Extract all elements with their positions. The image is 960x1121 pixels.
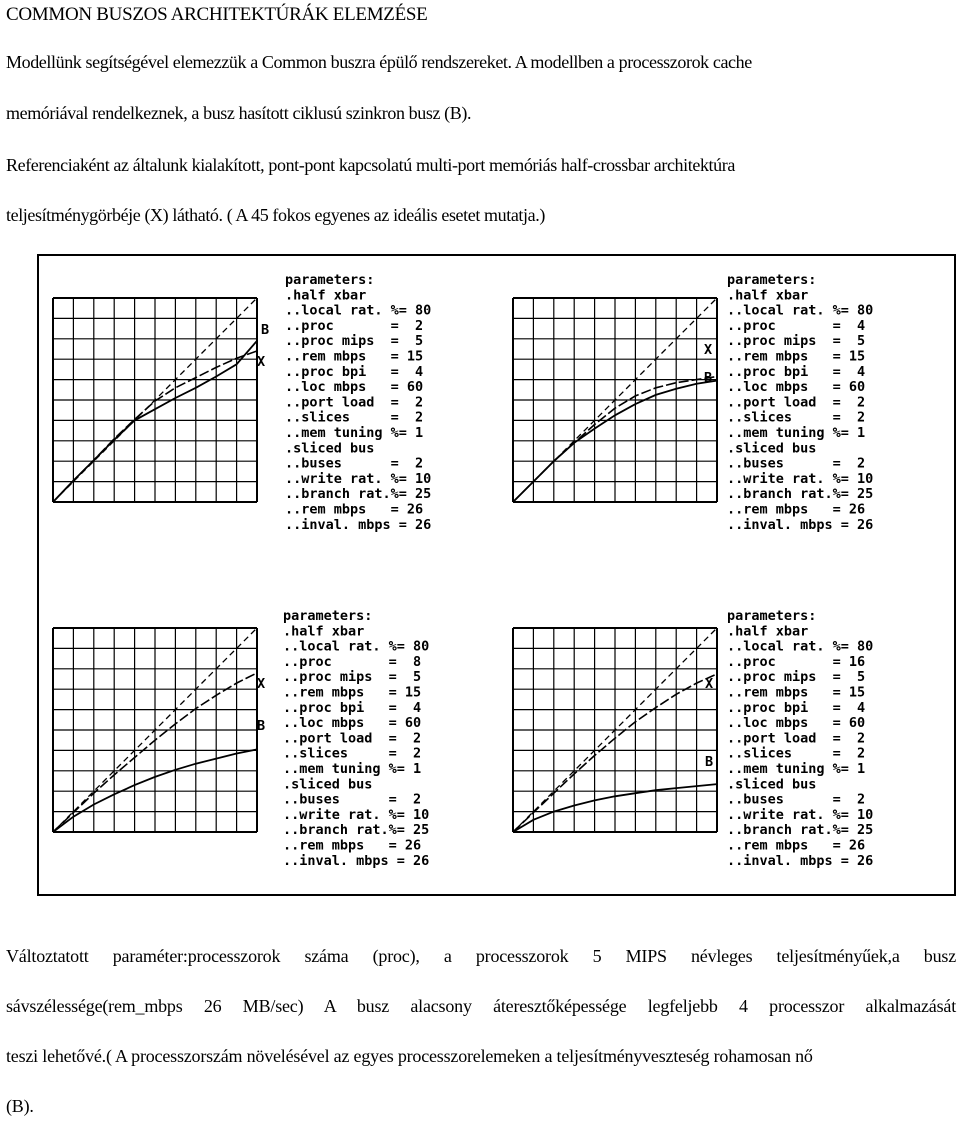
curve-label: B bbox=[257, 718, 266, 734]
param-line: .half xbar bbox=[727, 287, 809, 304]
param-line: ..rem mbps = 15 bbox=[727, 684, 866, 701]
param-line: ..rem mbps = 26 bbox=[283, 837, 422, 854]
param-line: ..loc mbps = 60 bbox=[727, 715, 866, 732]
param-line: ..inval. mbps = 26 bbox=[285, 516, 432, 533]
intro-line-1: Modellünk segítségével elemezzük a Common buszra épülő rendszereket. A modellben a processzorok cache bbox=[6, 52, 752, 72]
param-line: ..loc mbps = 60 bbox=[283, 715, 422, 732]
param-line: ..rem mbps = 26 bbox=[727, 837, 866, 854]
param-line: ..proc = 2 bbox=[285, 317, 424, 334]
param-line: ..loc mbps = 60 bbox=[285, 379, 424, 396]
param-line: ..branch rat.%= 25 bbox=[727, 486, 874, 503]
param-line: ..local rat. %= 80 bbox=[283, 638, 430, 655]
intro-line-4: teljesítménygörbéje (X) látható. ( A 45 fokos egyenes az ideális esetet mutatja.) bbox=[6, 205, 545, 225]
page-heading: COMMON BUSZOS ARCHITEKTÚRÁK ELEMZÉSE bbox=[6, 4, 428, 25]
curve-label: X bbox=[257, 676, 266, 692]
param-line: .half xbar bbox=[285, 287, 367, 304]
param-line: ..proc mips = 5 bbox=[727, 669, 866, 686]
param-line: ..mem tuning %= 1 bbox=[285, 425, 424, 441]
caption-line-4: (B). bbox=[6, 1096, 34, 1116]
param-line: ..proc = 16 bbox=[727, 653, 866, 670]
param-line: ..branch rat.%= 25 bbox=[727, 822, 874, 839]
param-line: .sliced bus bbox=[727, 440, 817, 457]
param-line: ..proc bpi = 4 bbox=[727, 699, 866, 716]
params-title: parameters: bbox=[283, 608, 373, 624]
param-line: ..write rat. %= 10 bbox=[727, 806, 874, 823]
curve-label: B bbox=[704, 370, 713, 386]
param-line: ..mem tuning %= 1 bbox=[283, 761, 422, 777]
param-line: ..inval. mbps = 26 bbox=[283, 852, 430, 869]
param-line: .sliced bus bbox=[727, 776, 817, 793]
params-title: parameters: bbox=[285, 272, 375, 288]
param-line: ..branch rat.%= 25 bbox=[283, 822, 430, 839]
param-line: ..slices = 2 bbox=[285, 409, 424, 426]
param-line: ..branch rat.%= 25 bbox=[285, 486, 432, 503]
curve-label: B bbox=[261, 322, 270, 338]
param-line: .half xbar bbox=[727, 623, 809, 640]
param-line: ..local rat. %= 80 bbox=[727, 302, 874, 319]
params-title: parameters: bbox=[727, 608, 817, 624]
curve-label: X bbox=[257, 354, 266, 370]
intro-line-2: memóriával rendelkeznek, a busz hasított ciklusú szinkron busz (B). bbox=[6, 103, 472, 123]
intro-line-3: Referenciaként az általunk kialakított, pont-pont kapcsolatú multi-port memóriás half-crossbar architektúra bbox=[6, 155, 735, 175]
curve-label: B bbox=[705, 754, 714, 770]
param-line: ..inval. mbps = 26 bbox=[727, 516, 874, 533]
param-line: ..loc mbps = 60 bbox=[727, 379, 866, 396]
param-line: ..port load = 2 bbox=[727, 730, 866, 747]
param-line: ..slices = 2 bbox=[727, 409, 866, 426]
caption-line-2: sávszélessége(rem_mbps 26 MB/sec) A busz alacsony áteresztőképessége legfeljebb 4 processzor alkalmazását bbox=[6, 996, 956, 1016]
param-line: ..buses = 2 bbox=[727, 455, 866, 472]
figure-canvas bbox=[39, 256, 954, 894]
param-line: ..proc = 4 bbox=[727, 317, 866, 334]
param-line: ..port load = 2 bbox=[283, 730, 422, 747]
param-line: ..inval. mbps = 26 bbox=[727, 852, 874, 869]
param-line: ..rem mbps = 15 bbox=[285, 348, 424, 365]
param-line: ..proc mips = 5 bbox=[285, 333, 424, 350]
param-line: ..rem mbps = 26 bbox=[727, 501, 866, 518]
param-line: ..write rat. %= 10 bbox=[283, 806, 430, 823]
param-line: ..rem mbps = 26 bbox=[285, 501, 424, 518]
param-line: .sliced bus bbox=[285, 440, 375, 457]
param-line: .sliced bus bbox=[283, 776, 373, 793]
performance-figure bbox=[37, 254, 956, 896]
param-line: ..slices = 2 bbox=[283, 745, 422, 762]
param-line: ..proc mips = 5 bbox=[727, 333, 866, 350]
param-line: .half xbar bbox=[283, 623, 365, 640]
param-line: ..buses = 2 bbox=[285, 455, 424, 472]
param-line: ..mem tuning %= 1 bbox=[727, 761, 866, 777]
param-line: ..proc bpi = 4 bbox=[283, 699, 422, 716]
param-line: ..slices = 2 bbox=[727, 745, 866, 762]
param-line: ..local rat. %= 80 bbox=[285, 302, 432, 319]
param-line: ..mem tuning %= 1 bbox=[727, 425, 866, 441]
param-line: ..local rat. %= 80 bbox=[727, 638, 874, 655]
caption-line-3: teszi lehetővé.( A processzorszám növelésével az egyes processzorelemeken a teljesítményveszteség rohamosan nő bbox=[6, 1046, 813, 1066]
param-line: ..buses = 2 bbox=[727, 791, 866, 808]
param-line: ..rem mbps = 15 bbox=[283, 684, 422, 701]
param-line: ..rem mbps = 15 bbox=[727, 348, 866, 365]
param-line: ..write rat. %= 10 bbox=[285, 470, 432, 487]
param-line: ..proc bpi = 4 bbox=[285, 363, 424, 380]
curve-label: X bbox=[704, 342, 713, 358]
param-line: ..port load = 2 bbox=[285, 394, 424, 411]
param-line: ..buses = 2 bbox=[283, 791, 422, 808]
curve-label: X bbox=[705, 676, 714, 692]
param-line: ..proc mips = 5 bbox=[283, 669, 422, 686]
param-line: ..proc = 8 bbox=[283, 653, 422, 670]
param-line: ..write rat. %= 10 bbox=[727, 470, 874, 487]
caption-line-1: Változtatott paraméter:processzorok száma (proc), a processzorok 5 MIPS névleges teljesítményűek,a busz bbox=[6, 946, 956, 966]
param-line: ..port load = 2 bbox=[727, 394, 866, 411]
param-line: ..proc bpi = 4 bbox=[727, 363, 866, 380]
params-title: parameters: bbox=[727, 272, 817, 288]
